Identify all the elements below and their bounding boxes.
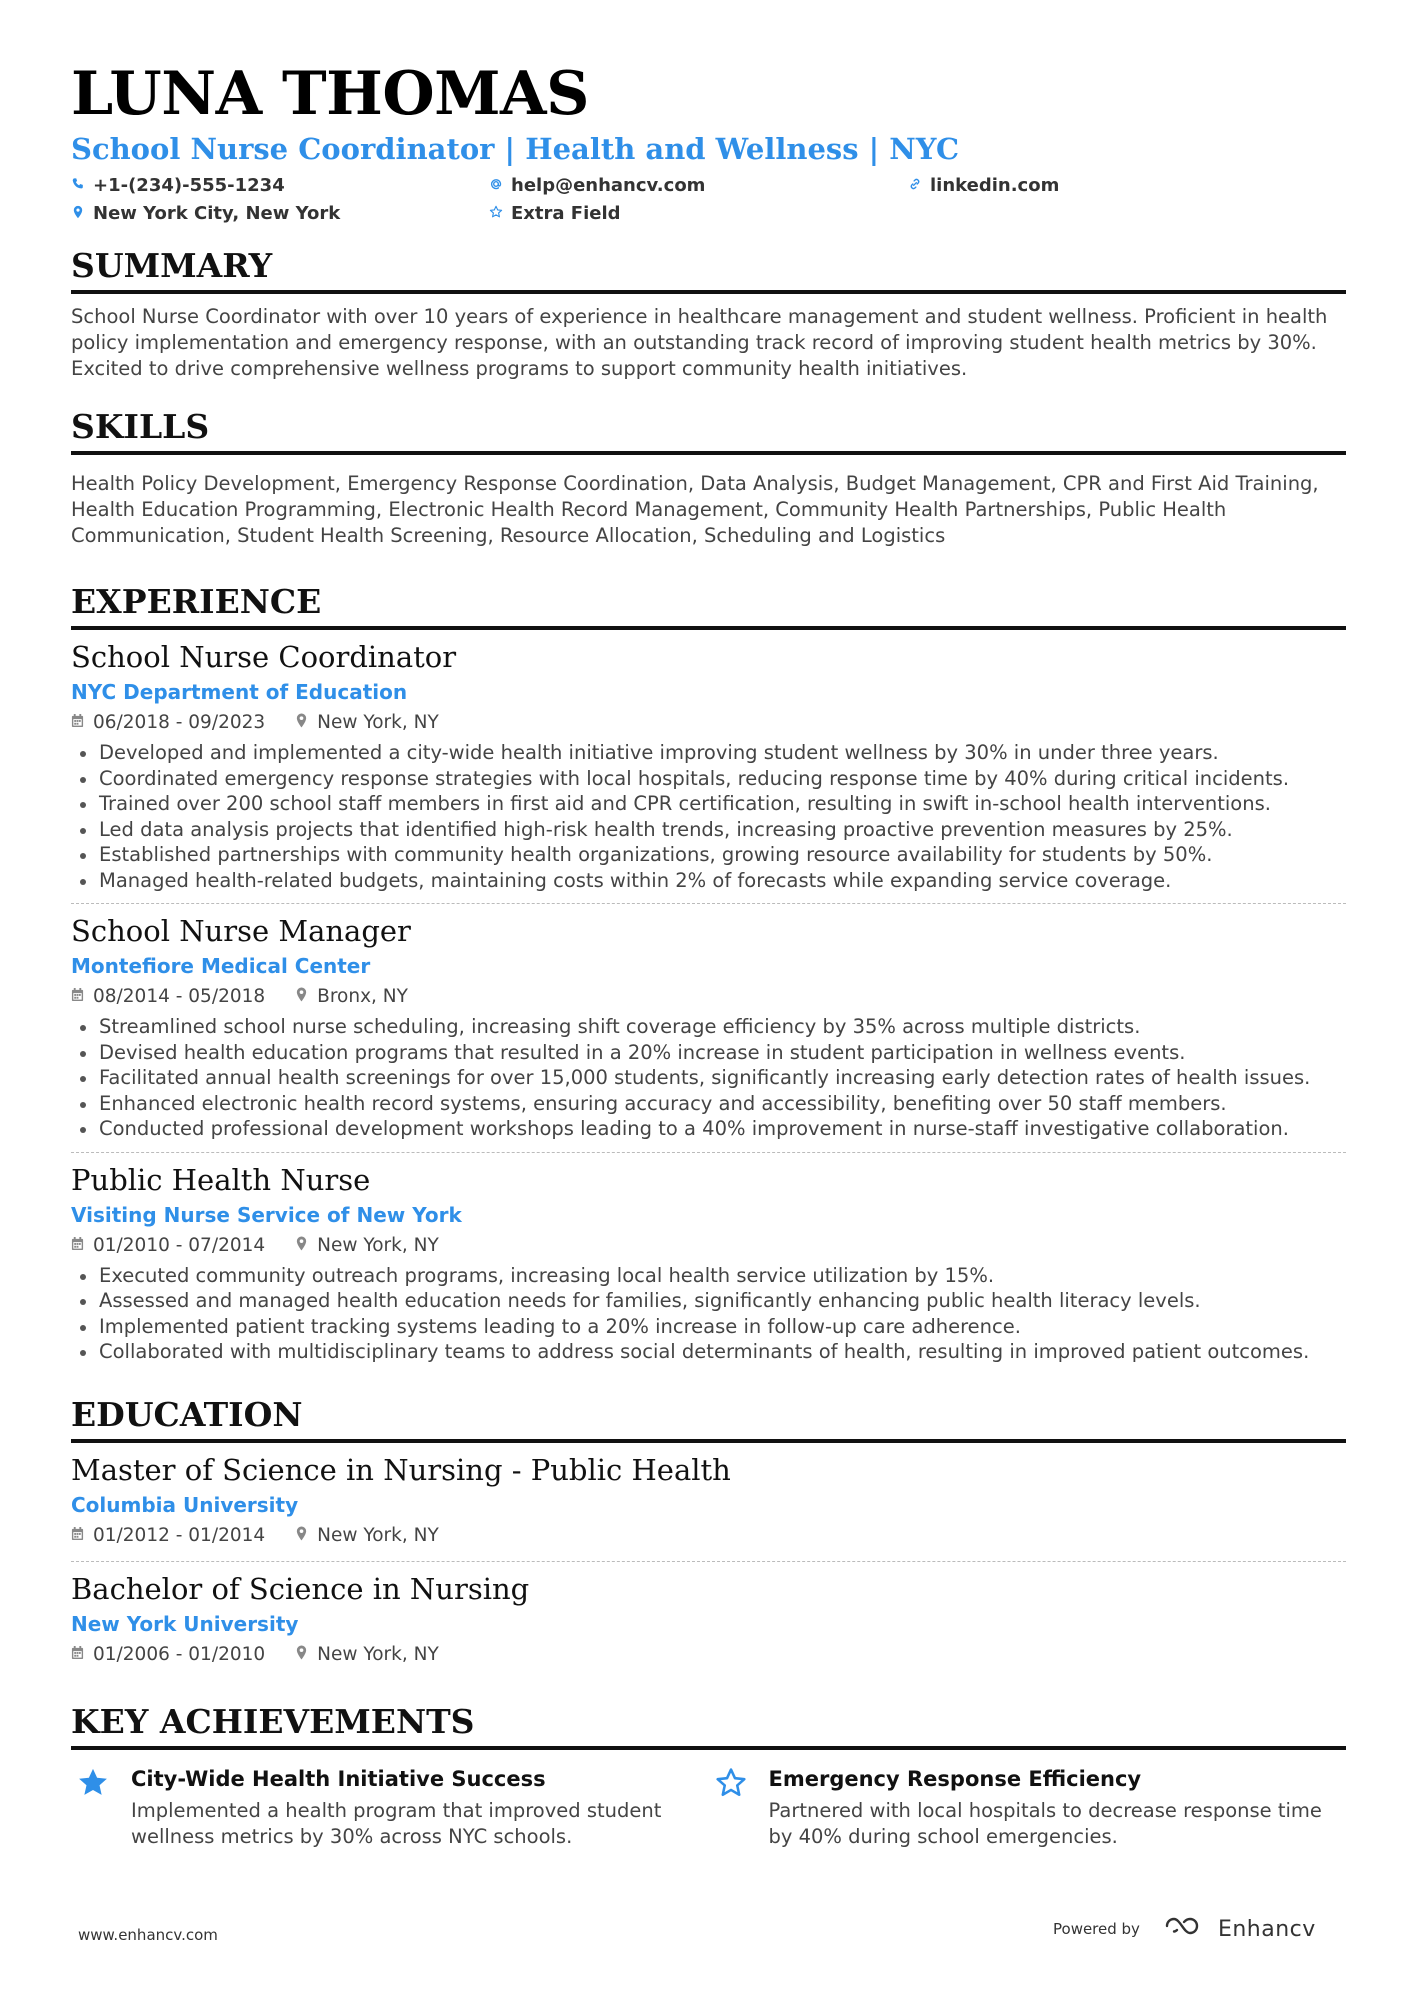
bullet-item: Collaborated with multidisciplinary teams to address social determinants of health, resulting in improved patient outcomes. <box>71 1339 1346 1365</box>
bullet-item: Devised health education programs that resulted in a 20% increase in student participation in wellness events. <box>71 1040 1346 1066</box>
education-location: New York, NY <box>317 1643 439 1665</box>
bullet-item: Managed health-related budgets, maintaining costs within 2% of forecasts while expanding service coverage. <box>71 868 1346 894</box>
summary-text: School Nurse Coordinator with over 10 years of experience in healthcare management and student wellness. Proficient in health policy implementation and emergency response, with an outstanding track record of improving student health metrics by 30%. Excited to drive comprehensive wellness programs to support community health initiatives. <box>71 305 1328 380</box>
achievements-section <box>71 1702 1346 1850</box>
phone-icon <box>71 175 85 196</box>
experience-entry <box>71 1161 1346 1375</box>
education-location: New York, NY <box>317 1524 439 1546</box>
education-title: EDUCATION <box>71 1395 1346 1443</box>
job-bullets <box>71 740 1346 893</box>
at-icon <box>489 175 503 196</box>
company-name: NYC Department of Education <box>71 680 408 704</box>
job-location: Bronx, NY <box>317 986 408 1007</box>
enhancv-logo[interactable] <box>1164 1915 1316 1943</box>
powered-by-label: Powered by <box>1053 1920 1140 1938</box>
contact-email <box>489 172 705 198</box>
experience-entry <box>71 912 1346 1153</box>
link-icon <box>908 175 922 196</box>
achievements-title: KEY ACHIEVEMENTS <box>71 1702 1346 1750</box>
achievement-title: Emergency Response Efficiency <box>768 1766 1142 1791</box>
job-title: School Nurse Manager <box>71 914 411 948</box>
summary-section <box>71 246 1346 382</box>
calendar-icon <box>71 1640 84 1670</box>
resume-page <box>71 60 1346 1850</box>
school-name: New York University <box>71 1611 299 1636</box>
skills-section <box>71 407 1346 549</box>
map-pin-icon <box>295 708 308 738</box>
achievement-desc: Partnered with local hospitals to decrease response time by 40% during school emergencies. <box>768 1798 1322 1848</box>
calendar-icon <box>71 708 84 738</box>
education-entry <box>71 1451 1346 1562</box>
footer-powered <box>1053 1915 1316 1943</box>
experience-entry <box>71 638 1346 904</box>
achievement-item <box>71 1764 709 1850</box>
skills-title: SKILLS <box>71 407 1346 455</box>
map-pin-icon <box>295 1521 308 1551</box>
job-meta <box>71 1231 1346 1261</box>
bullet-item: Implemented patient tracking systems leading to a 20% increase in follow-up care adherence. <box>71 1314 1346 1340</box>
map-pin-icon <box>295 1231 308 1261</box>
job-location: New York, NY <box>317 712 439 733</box>
achievement-item <box>709 1764 1347 1850</box>
bullet-item: Conducted professional development workshops leading to a 40% improvement in nurse-staff investigative collaboration. <box>71 1116 1346 1142</box>
job-title: School Nurse Coordinator <box>71 640 457 674</box>
job-bullets <box>71 1263 1346 1365</box>
job-meta <box>71 982 1346 1012</box>
job-bullets <box>71 1014 1346 1142</box>
company-name: Montefiore Medical Center <box>71 954 371 978</box>
email-link[interactable]: help@enhancv.com <box>511 174 706 196</box>
summary-title: SUMMARY <box>71 246 1346 294</box>
experience-title: EXPERIENCE <box>71 582 1346 630</box>
location-text: New York City, New York <box>93 202 341 224</box>
education-meta <box>71 1521 1346 1551</box>
achievement-desc: Implemented a health program that improved student wellness metrics by 30% across NYC schools. <box>131 1798 662 1848</box>
job-title: Public Health Nurse <box>71 1162 371 1197</box>
enhancv-logo-icon <box>1164 1915 1208 1943</box>
achievement-title: City-Wide Health Initiative Success <box>131 1766 546 1791</box>
enhancv-brand-text: Enhancv <box>1217 1916 1316 1942</box>
job-dates: 01/2010 - 07/2014 <box>93 1234 266 1256</box>
map-pin-icon <box>295 1640 308 1670</box>
education-entry <box>71 1570 1346 1680</box>
contact-info <box>71 172 1346 228</box>
education-section <box>71 1395 1346 1680</box>
job-dates: 08/2014 - 05/2018 <box>93 986 266 1007</box>
linkedin-link[interactable]: linkedin.com <box>930 174 1060 196</box>
extra-field-text: Extra Field <box>511 202 621 224</box>
bullet-item: Facilitated annual health screenings for over 15,000 students, significantly increasing early detection rates of health issues. <box>71 1065 1346 1091</box>
bullet-item: Streamlined school nurse scheduling, increasing shift coverage efficiency by 35% across multiple districts. <box>71 1014 1346 1040</box>
education-dates: 01/2012 - 01/2014 <box>93 1524 266 1546</box>
contact-extra <box>489 200 621 226</box>
bullet-item: Executed community outreach programs, increasing local health service utilization by 15%. <box>71 1263 1346 1289</box>
bullet-item: Enhanced electronic health record systems, ensuring accuracy and accessibility, benefiting over 50 staff members. <box>71 1091 1346 1117</box>
skills-text: Health Policy Development, Emergency Response Coordination, Data Analysis, Budget Management, CPR and First Aid Training, Health Education Programming, Electronic Health Record Management, Community Health Partnerships, Public Health Communication, Student Health Screening, Resource Allocation, Scheduling and Logistics <box>71 472 1319 547</box>
experience-section <box>71 582 1346 1375</box>
candidate-name: LUNA THOMAS <box>71 59 589 129</box>
job-meta <box>71 708 1346 738</box>
map-pin-icon <box>71 203 85 224</box>
phone-text[interactable]: +1-(234)-555-1234 <box>93 174 285 196</box>
degree-title: Master of Science in Nursing - Public Health <box>71 1452 731 1487</box>
contact-phone <box>71 172 285 198</box>
contact-location <box>71 200 340 226</box>
achievements-grid <box>71 1764 1346 1850</box>
bullet-item: Developed and implemented a city-wide health initiative improving student wellness by 30% in under three years. <box>71 740 1346 766</box>
bullet-item: Trained over 200 school staff members in first aid and CPR certification, resulting in swift in-school health interventions. <box>71 791 1346 817</box>
calendar-icon <box>71 1521 84 1551</box>
company-name: Visiting Nurse Service of New York <box>71 1202 462 1227</box>
job-location: New York, NY <box>317 1234 439 1256</box>
calendar-icon <box>71 982 84 1012</box>
education-meta <box>71 1640 1346 1670</box>
job-dates: 06/2018 - 09/2023 <box>93 712 266 733</box>
contact-linkedin <box>908 172 1059 198</box>
footer-website[interactable]: www.enhancv.com <box>78 1926 218 1944</box>
calendar-icon <box>71 1231 84 1261</box>
candidate-headline: School Nurse Coordinator | Health and Wellness | NYC <box>71 132 960 166</box>
bullet-item: Assessed and managed health education needs for families, significantly enhancing public health literacy levels. <box>71 1288 1346 1314</box>
bullet-item: Coordinated emergency response strategies with local hospitals, reducing response time by 40% during critical incidents. <box>71 766 1346 792</box>
education-dates: 01/2006 - 01/2010 <box>93 1643 266 1665</box>
bullet-item: Established partnerships with community health organizations, growing resource availability for students by 50%. <box>71 842 1346 868</box>
school-name: Columbia University <box>71 1492 299 1517</box>
degree-title: Bachelor of Science in Nursing <box>71 1571 530 1606</box>
map-pin-icon <box>295 982 308 1012</box>
bullet-item: Led data analysis projects that identified high-risk health trends, increasing proactive prevention measures by 25%. <box>71 817 1346 843</box>
star-outline-icon <box>489 203 503 224</box>
